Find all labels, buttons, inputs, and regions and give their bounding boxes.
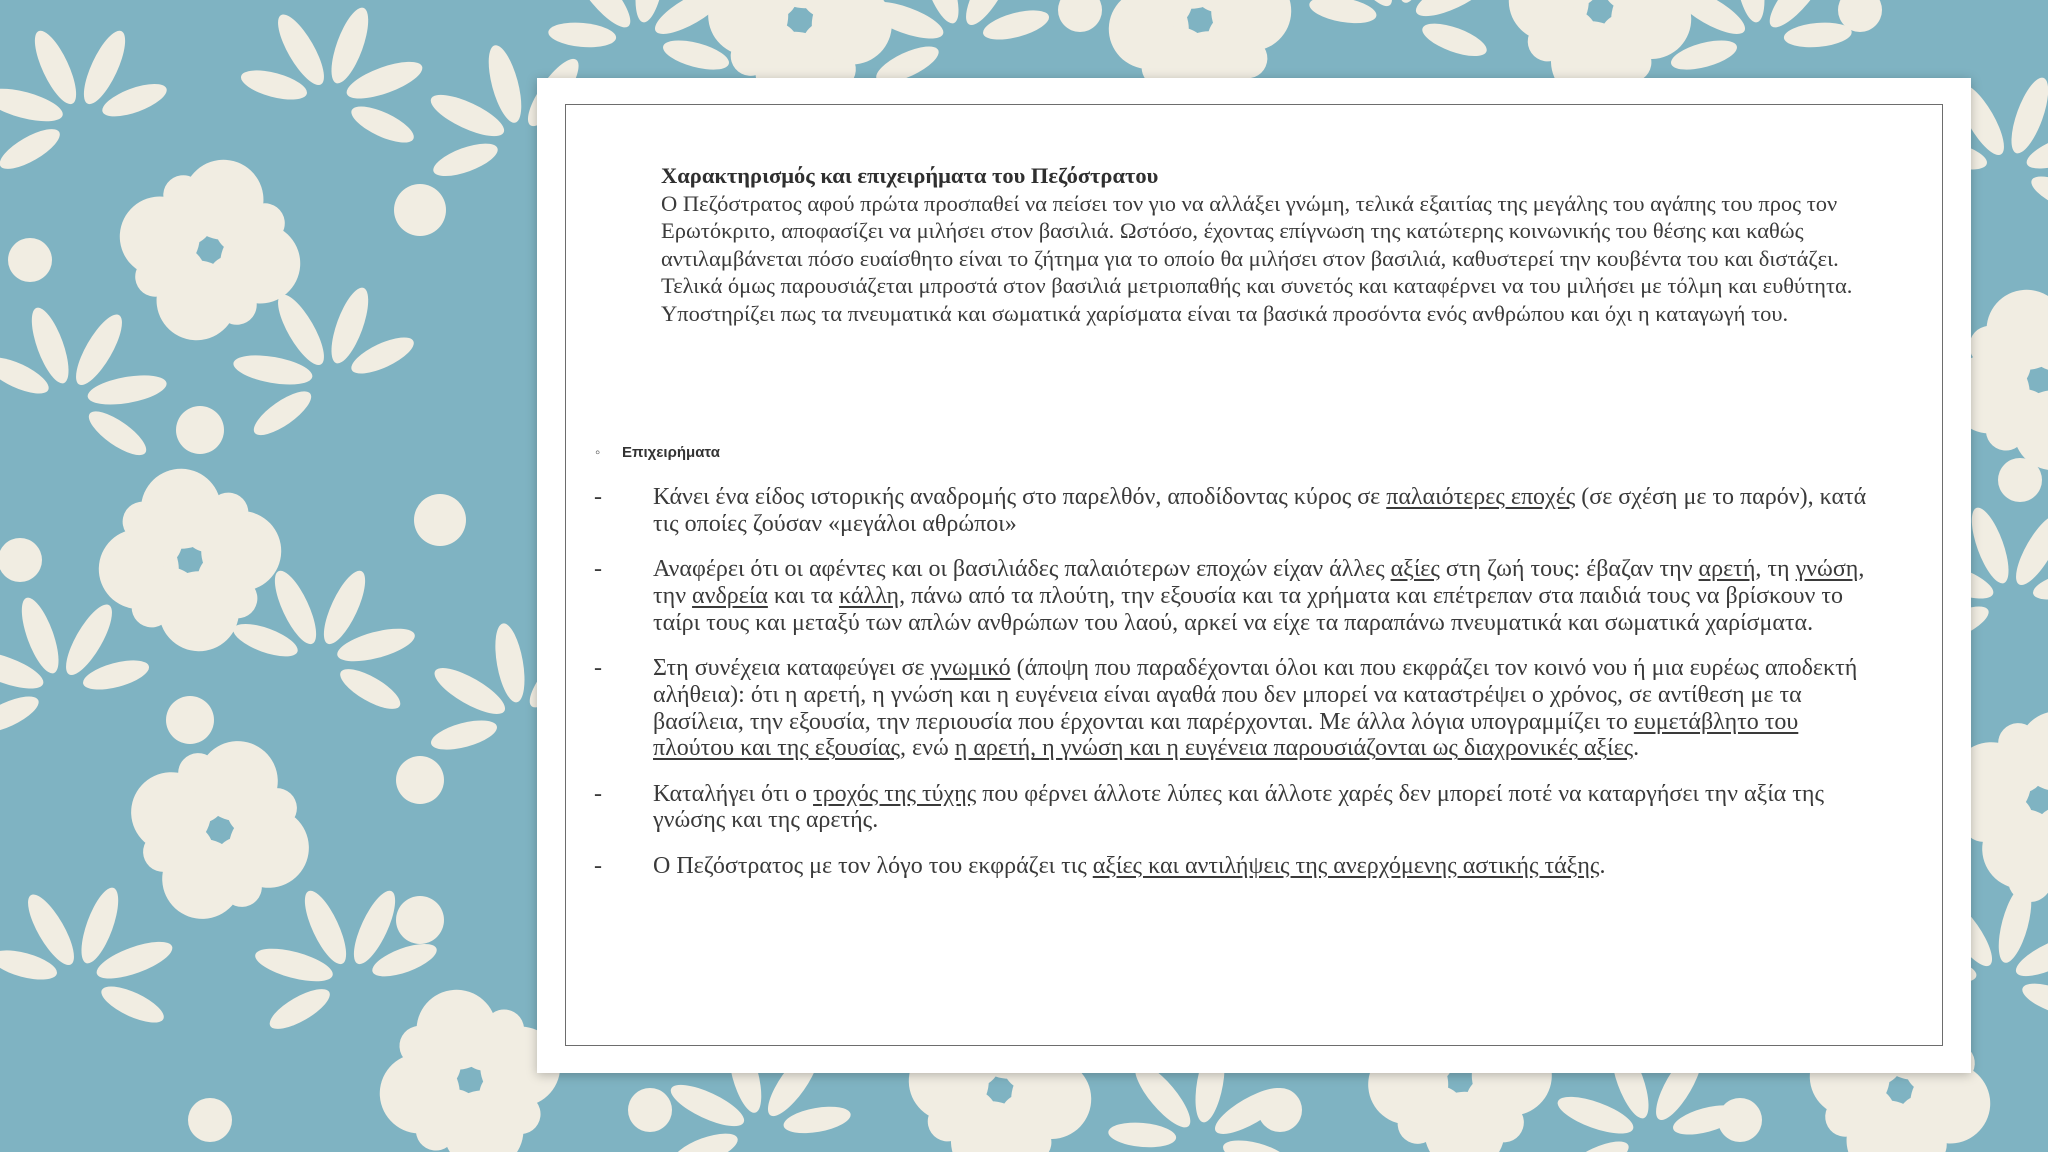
dash-bullet: - [594, 654, 602, 681]
underlined-phrase: αρετή [1698, 556, 1756, 583]
text-run: Ο Πεζόστρατος με τον λόγο του εκφράζει τις [653, 852, 1093, 879]
underlined-phrase: ευμετάβλητο του πλούτου και της εξουσίας [653, 708, 1799, 762]
text-run: (άποψη που παραδέχονται όλοι και που εκφράζει τον κοινό νου ή μια ευρέως αποδεκτή αλήθεια): ότι η αρετή, η γνώση και η ευγένεια είναι αγαθά που δεν μπορεί να καταστρέψει ο χρόνος, σε αντίθεση με τα βασίλεια, την εξουσία, την περιουσία που έρχονται και παρέρχονται. Με άλλα λόγια υπογραμμίζει το [653, 654, 1858, 735]
argument-item [594, 655, 1884, 762]
argument-item [594, 853, 1884, 880]
section-label-row [595, 444, 720, 461]
argument-text [653, 781, 1824, 834]
text-run: Αναφέρει ότι οι αφέντες και οι βασιλιάδες παλαιότερων εποχών είχαν άλλες [653, 556, 1391, 583]
underlined-phrase: η αρετή, η γνώση και η ευγένεια παρουσιάζονται ως διαχρονικές αξίες [954, 735, 1634, 762]
text-run: και τα [767, 582, 840, 609]
text-run: στη ζωή τους: έβαζαν την [1439, 556, 1699, 583]
text-run: , ενώ [900, 735, 955, 762]
argument-text [653, 655, 1857, 761]
argument-item [594, 781, 1884, 835]
hollow-bullet-icon: ◦ [595, 444, 601, 461]
text-run: (σε σχέση με το παρόν), κατά τις οποίες ζούσαν «μεγάλοι αθρώποι» [653, 484, 1867, 537]
argument-text [653, 853, 1605, 879]
text-run: , την [653, 556, 1865, 609]
text-run: . [1633, 735, 1640, 762]
dash-bullet: - [594, 780, 602, 807]
argument-item [594, 556, 1884, 636]
underlined-phrase: γνώση [1795, 556, 1859, 583]
dash-bullet: - [594, 852, 602, 879]
section-label: Επιχειρήματα [622, 444, 720, 461]
text-run: , πάνω από τα πλούτη, την εξουσία και τα χρήματα και επέτρεπαν στα παιδιά τους να βρίσκουν το ταίρι τους και μεταξύ των απλών ανθρώπων του λαού, αρκεί να είχε τα παραπάνω πνευματικά και σωματικά χαρίσματα. [653, 582, 1843, 636]
underlined-phrase: παλαιότερες εποχές [1386, 484, 1576, 510]
intro-heading: Χαρακτηρισμός και επιχειρήματα του Πεζόστρατου [661, 163, 1159, 188]
dash-bullet: - [594, 484, 602, 510]
slide-card [537, 78, 1971, 1073]
text-run: που φέρνει άλλοτε λύπες και άλλοτε χαρές δεν μπορεί ποτέ να καταργήσει την αξία της γνώσης και της αρετής. [653, 780, 1824, 834]
dash-bullet: - [594, 556, 602, 583]
text-run: Στη συνέχεια καταφεύγει σε [653, 654, 931, 681]
underlined-phrase: τροχός της τύχης [813, 780, 977, 807]
underlined-phrase: ανδρεία [692, 582, 768, 609]
underlined-phrase: γνωμικό [930, 654, 1011, 681]
intro-paragraph: Ο Πεζόστρατος αφού πρώτα προσπαθεί να πείσει τον γιο να αλλάξει γνώμη, τελικά εξαιτίας της μεγάλης του αγάπης του προς τον Ερωτόκριτο, αποφασίζει να μιλήσει στον βασιλιά. Ωστόσο, έχοντας επίγνωση της κατώτερης κοινωνικής του θέσης και καθώς αντιλαμβάνεται πόσο ευαίσθητο είναι το ζήτημα για το οποίο θα μιλήσει στον βασιλιά, καθυστερεί την κουβέντα του και διστάζει. Τελικά όμως παρουσιάζεται μπροστά στον βασιλιά μετριοπαθής και συνετός και καταφέρνει να του μιλήσει με τόλμη και ευθύτητα. Υποστηρίζει πως τα πνευματικά και σωματικά χαρίσματα είναι τα βασικά προσόντα ενός ανθρώπου και όχι η καταγωγή του. [661, 190, 1853, 326]
argument-text [653, 556, 1864, 636]
argument-item [594, 484, 1884, 538]
text-run: . [1599, 852, 1606, 879]
text-run: Καταλήγει ότι ο [653, 780, 814, 807]
underlined-phrase: αξίες και αντιλήψεις της ανερχόμενης αστικής τάξης [1092, 852, 1600, 879]
arguments-list [594, 484, 1884, 898]
text-run: , τη [1755, 556, 1796, 583]
argument-text [653, 484, 1866, 537]
underlined-phrase: αξίες [1390, 556, 1440, 583]
text-run: Κάνει ένα είδος ιστορικής αναδρομής στο παρελθόν, αποδίδοντας κύρος σε [653, 484, 1387, 510]
intro-block [661, 162, 1861, 328]
underlined-phrase: κάλλη [839, 582, 900, 609]
